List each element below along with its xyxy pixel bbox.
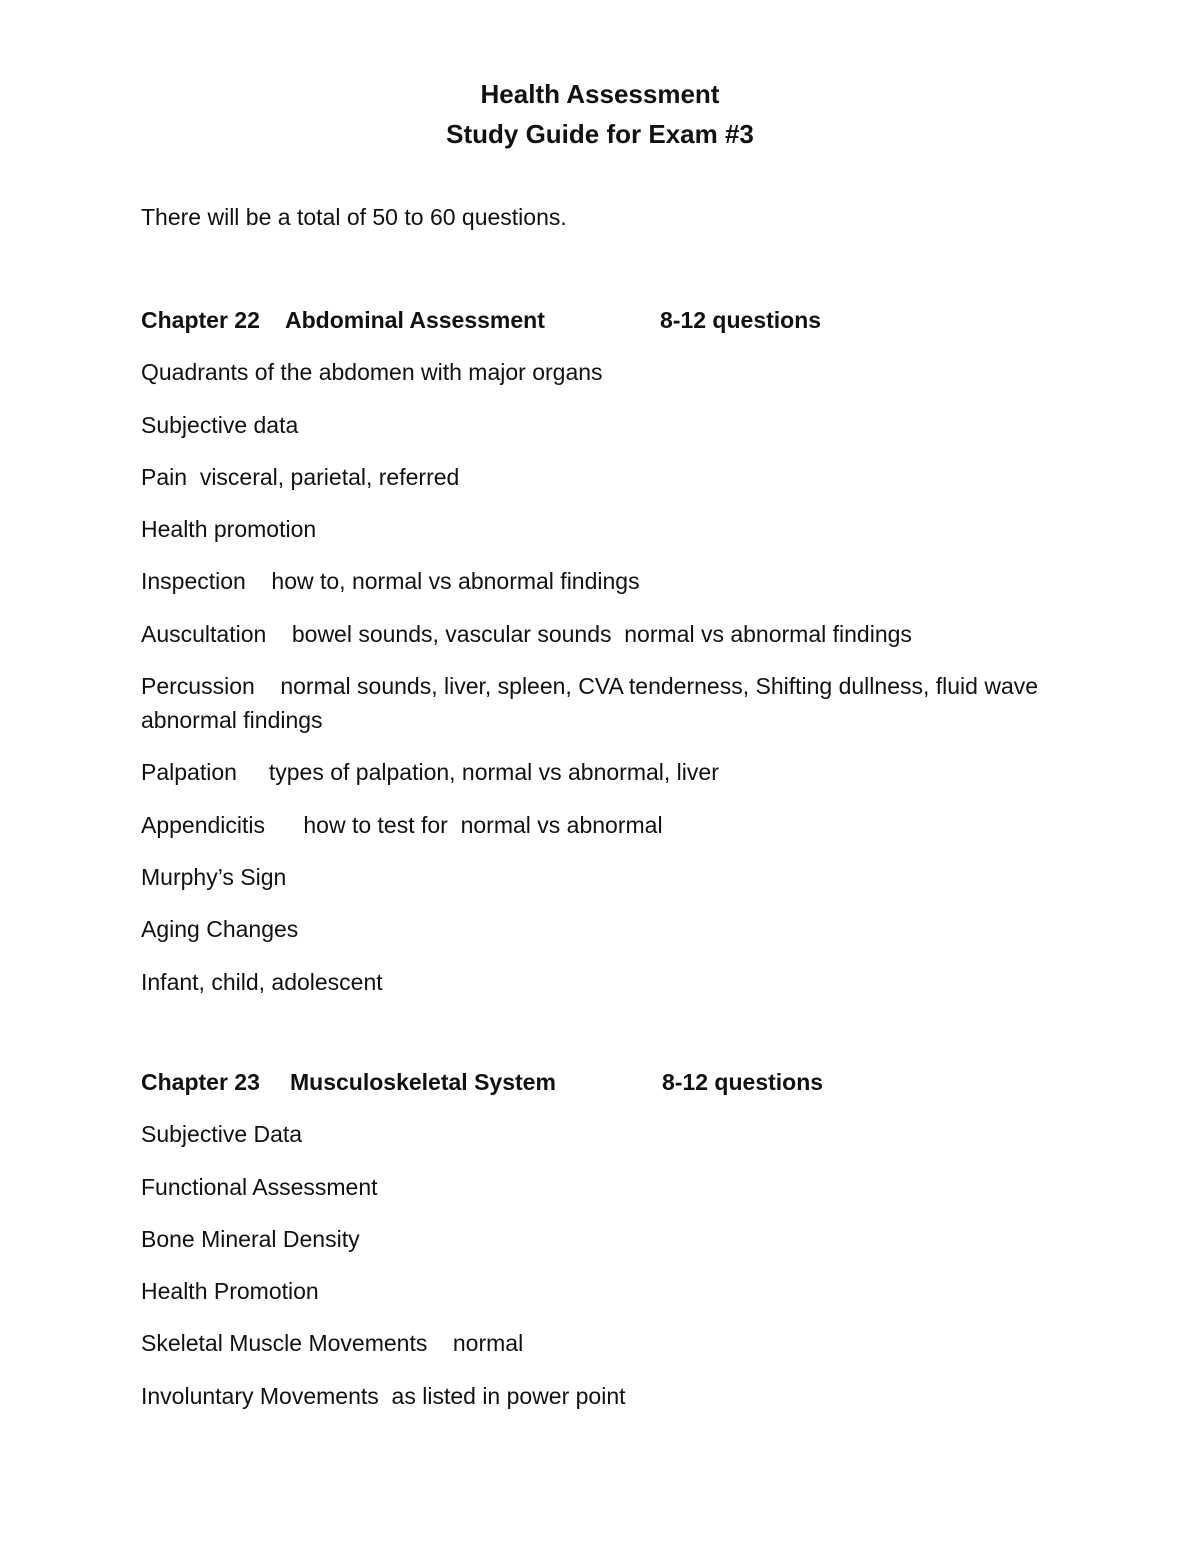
list-item: Infant, child, adolescent (141, 968, 383, 995)
chapter-heading (141, 303, 1101, 337)
list-item: Health Promotion (141, 1278, 319, 1305)
intro-text: There will be a total of 50 to 60 questions. (141, 204, 567, 230)
document-subtitle: Study Guide for Exam #3 (446, 119, 754, 149)
chapter-23-section (141, 1065, 1101, 1413)
list-item: Subjective data (141, 411, 299, 438)
list-item: Quadrants of the abdomen with major organs (141, 359, 603, 386)
list-item: Percussion normal sounds, liver, spleen, CVA tenderness, Shifting dullness, fluid wave abnormal findings (141, 673, 1051, 734)
chapter-question-count: 8-12 questions (660, 307, 822, 333)
list-item: Skeletal Muscle Movements normal (141, 1330, 524, 1357)
chapter-name: Musculoskeletal System (290, 1069, 556, 1095)
list-item: Pain visceral, parietal, referred (141, 463, 460, 490)
topic-list (141, 1117, 1101, 1412)
document-title: Health Assessment (480, 79, 720, 109)
list-item: Functional Assessment (141, 1173, 378, 1200)
chapter-question-count: 8-12 questions (662, 1069, 824, 1095)
document-title-block (0, 74, 1200, 154)
list-item: Appendicitis how to test for normal vs abnormal (141, 811, 663, 838)
list-item: Health promotion (141, 516, 317, 543)
chapter-heading (141, 1065, 1101, 1099)
chapter-number: Chapter 22 (141, 307, 260, 333)
list-item: Involuntary Movements as listed in power point (141, 1382, 626, 1409)
list-item: Bone Mineral Density (141, 1225, 360, 1252)
chapter-number: Chapter 23 (141, 1069, 260, 1095)
list-item: Inspection how to, normal vs abnormal findings (141, 568, 640, 595)
list-item: Murphy’s Sign (141, 863, 287, 890)
topic-list (141, 355, 1101, 998)
list-item: Subjective Data (141, 1121, 303, 1148)
list-item: Auscultation bowel sounds, vascular sounds normal vs abnormal findings (141, 620, 912, 647)
chapter-22-section (141, 303, 1101, 999)
list-item: Aging Changes (141, 916, 299, 943)
list-item: Palpation types of palpation, normal vs abnormal, liver (141, 759, 719, 786)
chapter-name: Abdominal Assessment (285, 307, 545, 333)
